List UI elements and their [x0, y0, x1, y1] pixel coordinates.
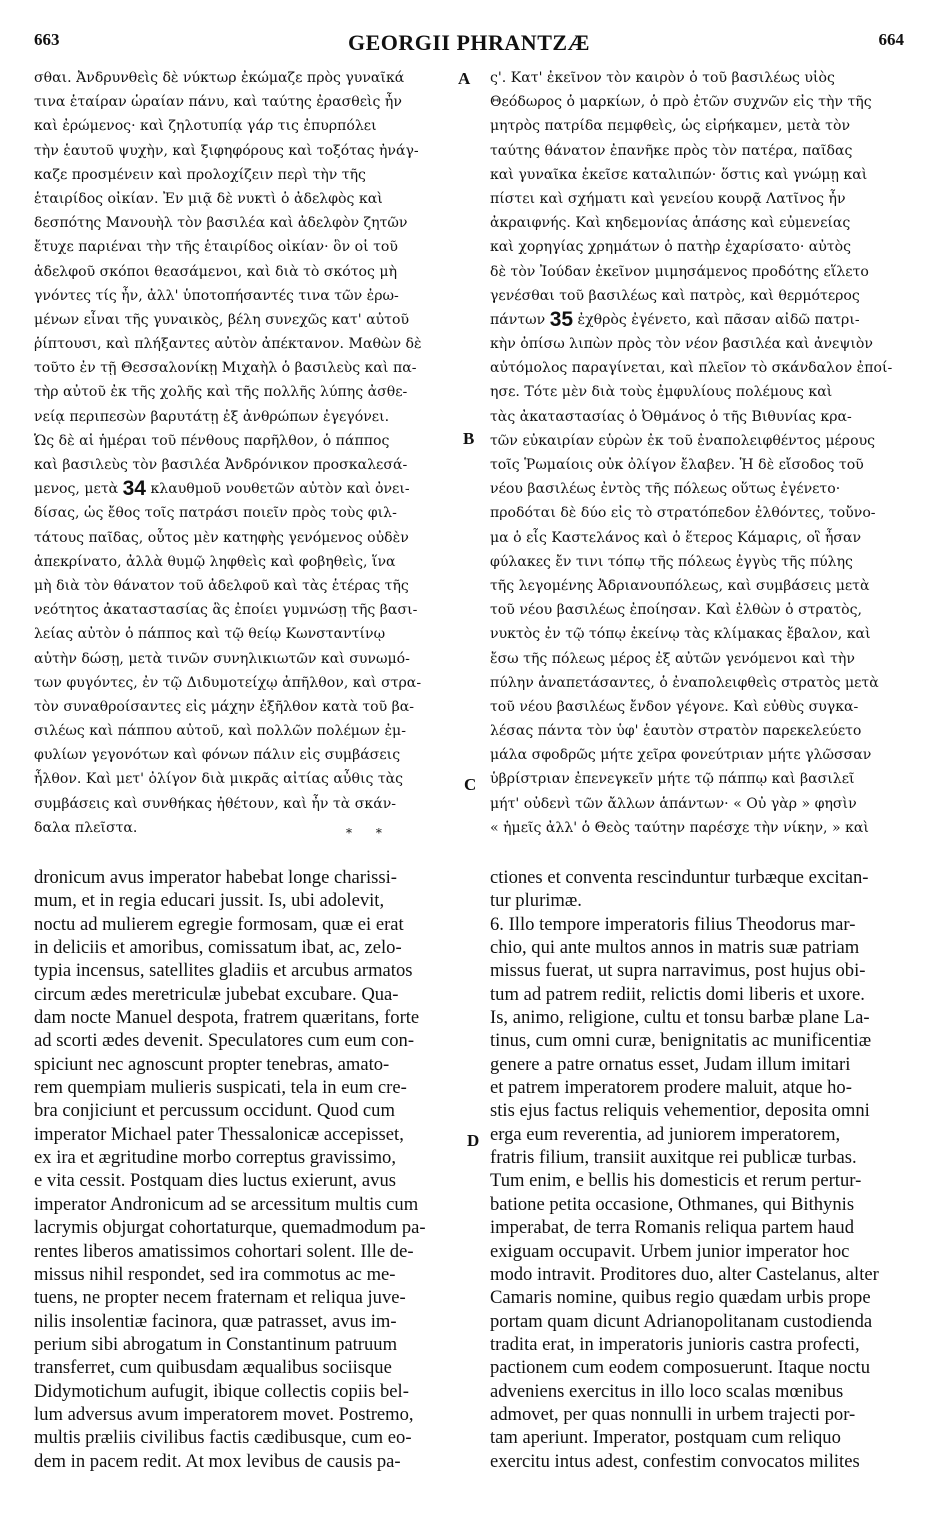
text-line: λέσας πάντα τὸν ὑφ' ἑαυτὸν στρατὸν παρεκελεύετο — [490, 723, 862, 740]
text-line: φυλίων γεγονότων καὶ φόνων πάλιν εἰς συμβάσεις — [34, 747, 401, 764]
text-line: tam aperiunt. Imperator, postquam cum reliquo — [490, 1427, 841, 1449]
text-line: ἑταιρίδος οἰκίαν. Ἐν μιᾷ δὲ νυκτὶ ὁ ἀδελφὸς καὶ — [34, 190, 383, 207]
text-line: φύλακες ἔν τινι τόπῳ τῆς πόλεως ἐγγὺς τῆς πύλης — [490, 553, 853, 570]
text-line: circum ædes meretriculæ jubebat excubare. Qua- — [34, 983, 399, 1005]
text-line: in deliciis et amoribus, comissatum ibat, ac, zelo- — [34, 937, 402, 959]
text-line: τὸν συναθροίσαντες εἰς μάχην ἐξῆλθον κατὰ τοῦ βα- — [34, 698, 415, 715]
text-line: ἦλθον. Καὶ μετ' ὀλίγον διὰ μικρᾶς αἰτίας αὖθις τὰς — [34, 771, 404, 788]
text-line: τῶν εὐκαιρίαν εὑρὼν ἐκ τοῦ ἐναπολειφθέντος μέρους — [490, 432, 876, 449]
text-line: μα ὁ εἷς Καστελάνος καὶ ὁ ἕτερος Κάμαρις, οἳ ἦσαν — [490, 529, 862, 546]
latin-text-right-column — [490, 866, 910, 1473]
text-line: σιλέως καὶ πάππου αὐτοῦ, καὶ πολλῶν πολέμων ἐμ- — [34, 723, 406, 740]
text-line: dronicum avus imperator habebat longe charissi- — [34, 867, 397, 888]
text-segment: ἐχθρὸς ἐγένετο, καὶ πᾶσαν αἰδῶ πατρι- — [573, 311, 860, 328]
text-line: tur plurimæ. — [490, 890, 582, 912]
text-line: rem quempiam mulieris suspicati, tela in eum cre- — [34, 1077, 407, 1099]
text-line: admovet, per quas nonnulli in urbem trajecti por- — [490, 1403, 856, 1425]
folio-number: 35 — [549, 307, 574, 331]
text-line: λείας αὐτὸν ὁ πάππος καὶ τῷ θείῳ Κωνσταντίνῳ — [34, 626, 386, 643]
text-line: « ἡμεῖς ἀλλ' ὁ Θεὸς ταύτην παρέσχε τὴν νίκην, » καὶ — [490, 819, 869, 836]
text-line — [34, 477, 454, 501]
text-line: μήτ' οὐδενὶ τῶν ἄλλων ἁπάντων· « Οὐ γὰρ » φησὶν — [490, 795, 857, 812]
text-line: nilis insolentiæ facinora, quæ patrasset, avus im- — [34, 1310, 397, 1332]
text-line: portam quam dicunt Adrianopolitanam custodienda — [490, 1310, 873, 1332]
text-line: τοῦτο ἐν τῇ Θεσσαλονίκῃ Μιχαὴλ ὁ βασιλεὺς καὶ πα- — [34, 360, 417, 377]
text-line: καὶ χορηγίας χρημάτων ὁ πατὴρ ἐχαρίσατο· αὐτὸς — [490, 239, 852, 256]
text-line: νυκτὸς ἐν τῷ τόπῳ ἐκείνῳ τὰς κλίμακας ἔβαλον, καὶ — [490, 626, 871, 643]
text-line: tum ad patrem rediit, relictis domi liberis et uxore. — [490, 983, 865, 1005]
text-line: τὴν ἑαυτοῦ ψυχὴν, καὶ ξιφηφόρους καὶ τοξότας ἠνάγ- — [34, 142, 419, 159]
text-line: batione petita occasione, Othmanes, qui Bithynis — [490, 1193, 855, 1215]
page-number-right: 664 — [878, 30, 904, 49]
text-line: dem in pacem redit. At mox levibus de causis pa- — [34, 1450, 401, 1472]
text-line: ἀκραιφνής. Καὶ κηδεμονίας ἁπάσης καὶ εὐμενείας — [490, 215, 851, 232]
text-line: Camaris nomine, quibus regio quædam urbis prope — [490, 1287, 871, 1309]
text-line: perium sibi abrogatum in Constantinum patruum — [34, 1333, 398, 1355]
text-line: noctu ad mulierem egregie formosam, quæ ei erat — [34, 913, 404, 935]
text-line: spiciunt nec agnoscunt propter tenebras, amato- — [34, 1053, 390, 1075]
text-line: Ὡς δὲ αἱ ἡμέραι τοῦ πένθους παρῆλθον, ὁ πάππος — [34, 432, 390, 449]
text-line: missus nihil respondet, sed ira commotus ac me- — [34, 1263, 396, 1285]
text-line: μένων εἶναι τῆς γυναικὸς, βέλη συνεχῶς κατ' αὐτοῦ — [34, 311, 410, 328]
text-line: et patrem imperatorem prodere maluit, atque ho- — [490, 1077, 852, 1099]
text-segment: πάντων — [490, 311, 550, 328]
text-line: imperator Michael pater Thessalonicæ accepisset, — [34, 1123, 404, 1145]
folio-number: 34 — [122, 477, 146, 501]
text-line: ctiones et conventa rescinduntur turbæque excitan- — [490, 867, 869, 888]
text-segment: μενος, μετὰ — [34, 481, 123, 498]
text-line: ς'. Κατ' ἐκεῖνον τὸν καιρὸν ὁ τοῦ βασιλέως υἱὸς — [490, 70, 835, 86]
text-line: τὴρ αὐτοῦ ἐκ τῆς χολῆς καὶ τῆς πολλῆς λύπης ἀσθε- — [34, 384, 408, 401]
text-line: γενέσθαι τοῦ βασιλέως καὶ πατρὸς, καὶ θερμότερος — [490, 287, 860, 304]
text-line — [490, 308, 910, 332]
text-line: ἔτυχε παριέναι τὴν τῆς ἑταιρίδος οἰκίαν· ὃν οἱ τοῦ — [34, 239, 398, 256]
text-line: genere a patre ornatus esset, Judam illum imitari — [490, 1053, 851, 1075]
text-line: αὐτόμολος παραγίνεται, καὶ πλεῖον τὸ σκάνδαλον ἐποί- — [490, 360, 893, 377]
latin-text-left-column — [34, 866, 464, 1473]
text-line: imperator Andronicum ad se arcessitum multis cum — [34, 1193, 419, 1215]
text-line: πύλην ἀναπετάσαντες, ὁ ἐναπολειφθεὶς στρατὸς μετὰ — [490, 674, 879, 691]
greek-text-right-column — [490, 66, 910, 840]
page-number-left: 663 — [34, 30, 60, 49]
text-line: exiguam occupavit. Urbem junior imperator hoc — [490, 1240, 850, 1262]
text-line: Θεόδωρος ὁ μαρκίων, ὁ πρὸ ἐτῶν συχνῶν εἰς τὴν τῆς — [490, 94, 872, 111]
text-line: ῥίπτουσι, καὶ πλήξαντες αὐτὸν ἀπέκτανον. Μαθὼν δὲ — [34, 336, 422, 353]
text-line: Didymotichum aufugit, ibique collectis copiis bel- — [34, 1380, 409, 1402]
text-line: καὶ γυναῖκα ἐκεῖσε καταλιπών· ὅστις καὶ γνώμῃ καὶ — [490, 166, 868, 183]
text-line: tinus, cum omni curæ, benignitatis ac munificentiæ — [490, 1030, 872, 1052]
running-header — [34, 30, 904, 64]
text-line: καζε προσμένειν καὶ προλοχίζειν περὶ τὴν τῆς — [34, 166, 366, 183]
text-line: δὲ τὸν Ἰούδαν ἐκεῖνον μιμησάμενος προδότης εἵλετο — [490, 263, 869, 280]
text-line: νέου βασιλέως ἐντὸς τῆς πόλεως οὕτως ἐγένετο· — [490, 481, 841, 498]
text-line: adveniens exercitus in illo loco scalas mœnibus — [490, 1380, 844, 1402]
text-line: των φυγόντες, ἐν τῷ Διδυμοτείχῳ ἀπῆλθον, καὶ στρα- — [34, 674, 422, 691]
text-line: stis ejus factus reliquis vehementior, deposita omni — [490, 1100, 870, 1122]
text-line: συμβάσεις καὶ συνθήκας ἠθέτουν, καὶ ἦν τὰ σκάν- — [34, 795, 397, 812]
text-line: pactionem cum eodem composuerunt. Itaque noctu — [490, 1357, 871, 1379]
text-line: γνόντες τίς ἦν, ἀλλ' ὑποτοπήσαντές τινα τῶν ἐρω- — [34, 287, 399, 304]
text-line: ὑβρίστριαν ἐπενεγκεῖν μήτε τῷ πάππῳ καὶ βασιλεῖ — [490, 771, 855, 788]
text-line: καὶ βασιλεὺς τὸν βασιλέα Ἀνδρόνικον προσκαλεσά- — [34, 457, 408, 473]
margin-letter-c: C — [464, 775, 477, 794]
text-line: καὶ ἐρώμενος· καὶ ζηλοτυπίᾳ γάρ τις ἐπυρπόλει — [34, 118, 377, 135]
text-line: missus fuerat, ut supra narravimus, post hujus obi- — [490, 960, 866, 982]
text-line: μάλα σφοδρῶς μήτε χεῖρα φονεύτριαν μήτε γλῶσσαν — [490, 747, 872, 764]
text-line: erga eum reverentia, ad juniorem imperatorem, — [490, 1123, 841, 1145]
text-line: dam nocte Manuel despota, fratrem quæritans, forte — [34, 1007, 420, 1029]
text-line: δεσπότης Μανουὴλ τὸν βασιλέα καὶ ἀδελφὸν ζητῶν — [34, 215, 408, 232]
text-line: τινα ἑταίραν ὡραίαν πάνυ, καὶ ταύτης ἐρασθεὶς ἦν — [34, 94, 402, 111]
text-line: τοῦ νέου βασιλέως ἔνδον γέγονε. Καὶ εὐθὺς συγκα- — [490, 698, 859, 715]
greek-text-left-column — [34, 66, 454, 840]
text-line: τῆς λεγομένης Ἀδριανουπόλεως, καὶ συμβάσεις μετὰ — [490, 577, 870, 594]
text-line: ad scorti ædes devenit. Speculatores cum eum con- — [34, 1030, 415, 1052]
text-line: ταύτης θάνατον ἐπανῆκε πρὸς τὸν πατέρα, παῖδας — [490, 142, 853, 159]
text-line: ἀπεκρίνατο, ἀλλὰ θυμῷ ληφθεὶς καὶ φοβηθεὶς, ἵνα — [34, 553, 396, 570]
text-line: fratris filium, transiit auxitque rei publicæ turbas. — [490, 1147, 857, 1169]
text-line: νείᾳ περιπεσὼν βαρυτάτῃ ἐξ ἀνθρώπων ἐγεγόνει. — [34, 408, 390, 425]
text-line: e vita cessit. Postquam dies luctus exierunt, avus — [34, 1170, 396, 1192]
running-title: GEORGII PHRANTZÆ — [347, 30, 591, 55]
margin-letter-b: B — [463, 429, 475, 448]
text-line: transferret, cum quibusdam æqualibus sociisque — [34, 1357, 392, 1379]
text-line: tradita erat, in imperatoris junioris castra profecti, — [490, 1333, 860, 1355]
text-line: ex ira et ægritudine morbo correptus gravissimo, — [34, 1147, 396, 1169]
margin-letter-a: A — [458, 69, 471, 88]
text-segment: κλαυθμοῦ νουθετῶν αὐτὸν καὶ ὀνει- — [145, 481, 410, 498]
text-line: lacrymis objurgat cohortaturque, quemadmodum pa- — [34, 1217, 426, 1239]
text-line: chio, qui ante multos annos in matris suæ patriam — [490, 937, 860, 959]
margin-letter-d: D — [467, 1131, 480, 1150]
text-line: τοῖς Ῥωμαίοις οὐκ ὀλίγον ἔλαβεν. Ἡ δὲ εἴσοδος τοῦ — [490, 457, 864, 473]
text-line: μὴ διὰ τὸν θάνατον τοῦ ἀδελφοῦ καὶ τὰς ἑτέρας τῆς — [34, 577, 409, 594]
text-line: modo intravit. Proditores duo, alter Castelanus, alter — [490, 1263, 879, 1285]
column-separator-mark: * * — [346, 826, 392, 840]
text-line: bra conjiciunt et percussum occidunt. Quod cum — [34, 1100, 395, 1122]
text-line: Is, animo, religione, cultu et tonsu barbæ plane La- — [490, 1007, 870, 1029]
text-line: πίστει καὶ σχήματι καὶ γενείου κουρᾷ Λατῖνος ἦν — [490, 190, 846, 207]
text-line: μητρὸς πατρίδα πεμφθεὶς, ὡς εἰρήκαμεν, μετὰ τὸν — [490, 118, 851, 135]
text-line: 6. Illo tempore imperatoris filius Theodorus mar- — [490, 913, 856, 935]
text-line: lum adversus avum imperatorem movet. Postremo, — [34, 1403, 414, 1425]
text-line: δίσας, ὡς ἔθος τοῖς πατράσι ποιεῖν πρὸς τοὺς φιλ- — [34, 505, 397, 522]
text-line: ἀδελφοῦ σκόποι θεασάμενοι, καὶ διὰ τὸ σκότος μὴ — [34, 263, 398, 280]
text-line: τάτους παῖδας, οὗτος μὲν κατηφὴς γενόμενος οὐδὲν — [34, 529, 409, 546]
text-line: τοῦ νέου βασιλέως ἐποίησαν. Καὶ ἐλθὼν ὁ στρατὸς, — [490, 602, 863, 619]
text-line: δαλα πλεῖστα. — [34, 819, 138, 836]
text-line: κὴν ὀπίσω λιπὼν πρὸς τὸν νέον βασιλέα καὶ ἀνεψιὸν — [490, 336, 873, 353]
text-line: mum, et in regia educari jussit. Is, ubi adolevit, — [34, 890, 385, 912]
text-line: imperabat, de terra Romanis reliqua partem haud — [490, 1217, 854, 1239]
text-line: typia incensus, satellites gladiis et arcubus armatos — [34, 960, 413, 982]
text-line: ἔσω τῆς πόλεως μέρος ἐξ αὐτῶν γενόμενοι καὶ τὴν — [490, 650, 855, 667]
text-line: προδόται δὲ δύο εἰς τὸ στρατόπεδον ἐλθόντες, τοὔνο- — [490, 505, 876, 522]
text-line: τὰς ἀκαταστασίας ὁ Ὀθμάνος ὁ τῆς Βιθυνίας κρα- — [490, 408, 852, 425]
text-line: ησε. Τότε μὲν διὰ τοὺς ἐμφυλίους πολέμους καὶ — [490, 384, 833, 401]
text-line: tuens, ne propter necem fraternam et reliqua juve- — [34, 1287, 406, 1309]
text-line: rentes liberos amatissimos cohortari solent. Ille de- — [34, 1240, 414, 1262]
text-line: αὐτὴν δώσῃ, μετὰ τινῶν συνηλικιωτῶν καὶ συνωμό- — [34, 650, 410, 667]
text-line: σθαι. Ἀνδρυνθεὶς δὲ νύκτωρ ἐκώμαζε πρὸς γυναῖκά — [34, 70, 405, 86]
text-line: exercitu intus adest, confestim convocatos milites — [490, 1450, 860, 1472]
text-line: νεότητος ἀκαταστασίας ἃς ἐποίει γυμνώσῃ τῆς βασι- — [34, 602, 418, 619]
text-line: Tum enim, e bellis his domesticis et rerum pertur- — [490, 1170, 862, 1192]
text-line: multis præliis civilibus factis cædibusque, cum eo- — [34, 1427, 412, 1449]
